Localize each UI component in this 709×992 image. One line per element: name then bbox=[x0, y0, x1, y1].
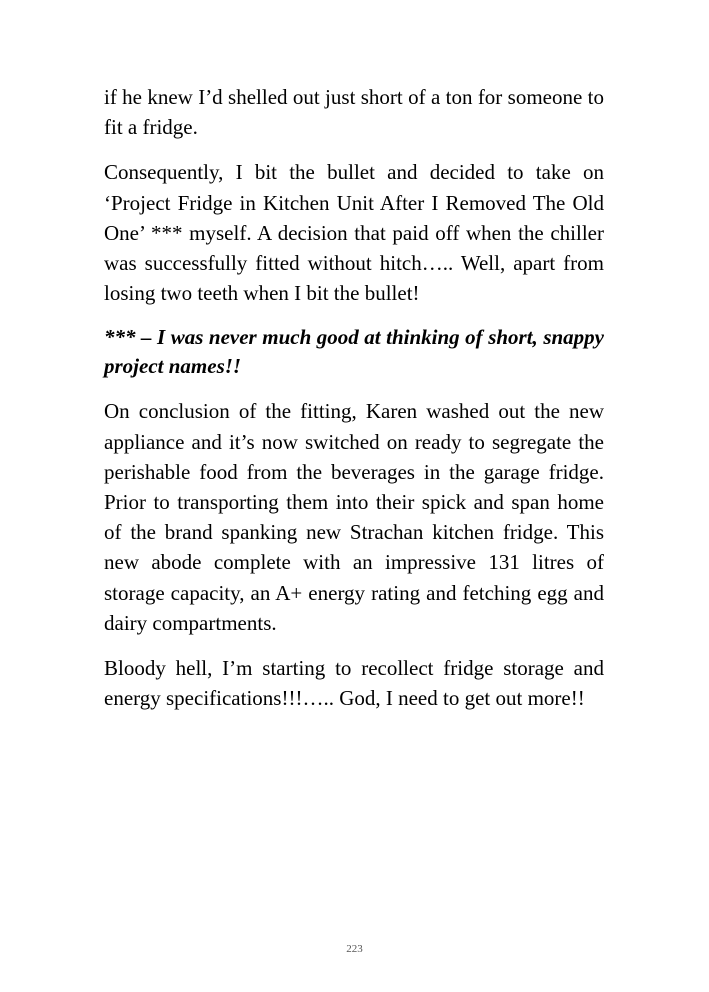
body-text bbox=[104, 82, 604, 728]
page-number: 223 bbox=[346, 943, 363, 955]
paragraph-continuation: if he knew I’d shelled out just short of a ton for someone to fit a fridge. bbox=[104, 85, 604, 140]
paragraph-closing: Bloody hell, I’m starting to recollect fridge storage and energy specifications!!!….. God, I need to get out more!! bbox=[104, 656, 604, 711]
paragraph-fitting-conclusion: On conclusion of the fitting, Karen washed out the new appliance and it’s now switched on ready to segregate the perishable food from the beverages in the garage fridge. Prior to transporting them into their spick and span home of the brand spanking new Strachan kitchen fridge. This new abode complete with an impressive 131 litres of storage capacity, an A+ energy rating and fetching egg and dairy compartments. bbox=[104, 399, 604, 635]
paragraph-project-fridge: Consequently, I bit the bullet and decided to take on ‘Project Fridge in Kitchen Unit After I Removed The Old One’ *** myself. A decision that paid off when the chiller was successfully fitted without hitch….. Well, apart from losing two teeth when I bit the bullet! bbox=[104, 160, 604, 306]
footnote-project-names: *** – I was never much good at thinking of short, snappy project names!! bbox=[104, 325, 604, 379]
